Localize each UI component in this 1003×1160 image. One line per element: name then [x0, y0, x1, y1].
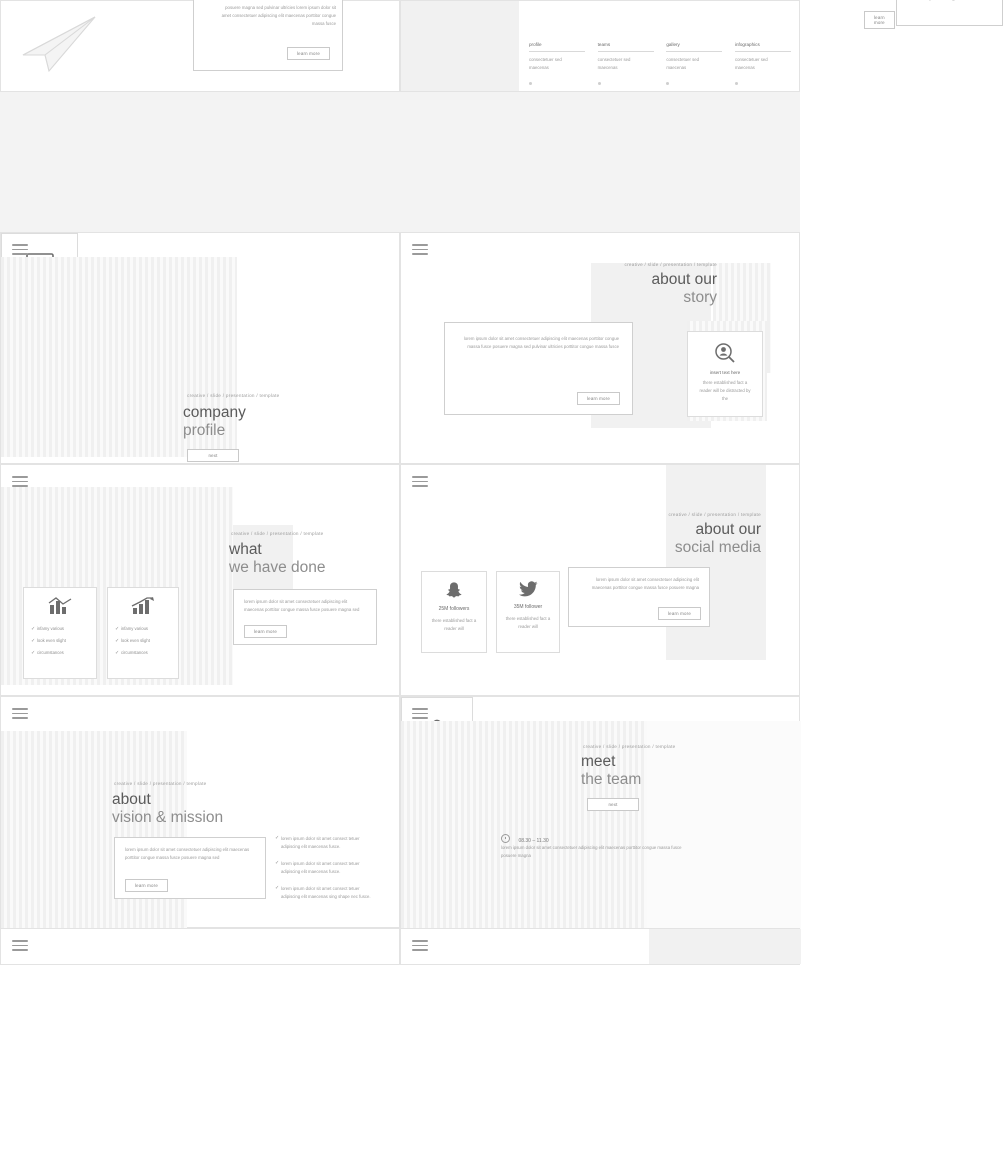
bullet-label: lorem ipsum dolor sit amet consect tetuer adipiscing elit maecenas sing shape nec fusce.: [281, 885, 371, 899]
title-line-1: about our: [695, 521, 761, 538]
bullet-item: [275, 860, 383, 876]
column-label: teams: [597, 42, 611, 47]
title-line-2: story: [683, 289, 717, 307]
page-title: [581, 753, 641, 790]
learn-more-button[interactable]: learn more: [244, 625, 287, 638]
learn-more-button[interactable]: learn more: [864, 11, 895, 29]
growth-chart-icon: [130, 596, 156, 618]
check-icon: ✓: [115, 626, 120, 632]
slide-about-vision-mission[interactable]: [0, 696, 400, 928]
slide-meet-the-team[interactable]: [400, 696, 800, 928]
slide-what-we-have-done[interactable]: [0, 464, 400, 696]
title-line-1: what: [229, 541, 262, 558]
slide-thumbnail[interactable]: [0, 928, 400, 965]
checklist-item: [31, 650, 96, 656]
time-label: 08.30 – 11.30: [518, 838, 549, 844]
text-box: [114, 837, 266, 899]
check-icon: ✓: [31, 638, 36, 644]
box-paragraph: [906, 0, 991, 3]
slide-about-our-social-media[interactable]: [400, 464, 800, 696]
column-label: infographics: [734, 42, 760, 47]
paper-plane-icon: [19, 11, 99, 79]
background-block: [649, 929, 801, 964]
stat-card[interactable]: [421, 571, 487, 653]
background-block: [666, 465, 766, 660]
slide-thumbnail[interactable]: [0, 0, 400, 92]
stripe-panel: [1, 731, 187, 929]
page-title: [517, 271, 717, 308]
bullet-item: [275, 835, 383, 851]
menu-icon[interactable]: [12, 476, 28, 488]
checklist-label: look even slight: [121, 638, 150, 643]
checklist-label: circumstances: [121, 650, 148, 655]
check-icon: ✓: [275, 884, 280, 891]
slide-about-our-story[interactable]: [400, 232, 800, 464]
next-button[interactable]: next: [587, 798, 639, 811]
checklist-label: look even slight: [37, 638, 66, 643]
title-line-1: meet: [581, 753, 616, 770]
page-title: [561, 521, 761, 558]
column-text: consectetuer sed maecenas: [666, 57, 700, 70]
body-text: lorem ipsum dolor sit amet consectetuer adipiscing elit maecenas porttitor congue massa fusce posuere magna: [591, 577, 699, 590]
background-block: [401, 1, 519, 91]
learn-more-button[interactable]: learn more: [577, 392, 620, 405]
breadcrumb: creative / slide / presentation / template: [668, 512, 761, 517]
card-title: insert text here: [709, 370, 741, 375]
bullet-dot: [666, 82, 669, 85]
body-text: lorem ipsum dolor sit amet consectetuer adipiscing elit maecenas porttitor congue massa fusce posuere magna sed pulvinar ultricies porttitor congue massa fusce: [463, 336, 619, 349]
column-item[interactable]: [666, 42, 722, 90]
learn-more-button[interactable]: learn more: [658, 607, 701, 620]
snapchat-icon: [445, 581, 463, 599]
body-text: lorem ipsum dolor sit amet consectetuer adipiscing elit maecenas porttitor congue massa fusce posuere magna sed: [125, 847, 250, 860]
checklist-item: [31, 626, 96, 632]
search-user-icon: [714, 342, 736, 364]
breadcrumb: creative / slide / presentation / template: [114, 781, 207, 786]
slide-thumbnail[interactable]: [400, 928, 800, 965]
text-box: [568, 567, 710, 627]
bullet-dot: [529, 82, 532, 85]
title-line-1: about our: [651, 271, 717, 288]
menu-icon[interactable]: [12, 244, 28, 256]
checklist-item: [115, 650, 178, 656]
column-text: consectetuer sed maecenas: [529, 57, 562, 70]
menu-icon[interactable]: [12, 708, 28, 720]
bar-chart-icon: [47, 596, 73, 618]
column-text: consectetuer sed maecenas: [734, 57, 768, 70]
title-line-2: we have done: [229, 559, 326, 577]
menu-icon[interactable]: [412, 940, 428, 952]
check-icon: ✓: [275, 835, 280, 841]
stat-card[interactable]: [496, 571, 560, 653]
check-icon: ✓: [275, 859, 280, 866]
breadcrumb: creative / slide / presentation / template: [583, 744, 676, 749]
title-line-2: vision & mission: [112, 809, 224, 827]
clock-icon: [501, 834, 510, 843]
stat-text: there established fact a reader will: [505, 616, 551, 629]
check-icon: ✓: [115, 650, 120, 656]
title-line-1: company: [183, 404, 246, 421]
background-block: [647, 721, 801, 929]
checklist-item: [115, 626, 178, 632]
column-list: [529, 42, 791, 90]
body-text: lorem ipsum dolor sit amet consectetuer adipiscing elit maecenas porttitor congue massa fusce posuere magna sed: [244, 599, 360, 612]
page-title: [183, 404, 246, 441]
learn-more-button[interactable]: learn more: [287, 47, 330, 60]
stat-card[interactable]: [23, 587, 97, 679]
bullet-label: lorem ipsum dolor sit amet consect tetuer adipiscing elit maecenas fusce.: [281, 836, 360, 849]
checklist-label: infamy various: [121, 626, 148, 631]
check-icon: ✓: [31, 626, 36, 632]
bullet-list: [275, 835, 383, 901]
menu-icon[interactable]: [412, 708, 428, 720]
text-box: [896, 0, 1003, 26]
breadcrumb: creative / slide / presentation / template: [231, 531, 324, 536]
learn-more-button[interactable]: learn more: [125, 879, 168, 892]
checklist-item: [31, 638, 96, 644]
title-line-1: about: [112, 791, 151, 808]
text-box: [233, 589, 377, 645]
card-text: there established fact a reader will be distracted by the: [699, 380, 751, 401]
text-box: [444, 322, 633, 415]
bullet-item: [275, 885, 383, 901]
next-button[interactable]: next: [187, 449, 239, 462]
checklist-label: infamy various: [37, 626, 64, 631]
breadcrumb: creative / slide / presentation / template: [624, 262, 717, 267]
stat-card[interactable]: [107, 587, 179, 679]
text-box: [193, 0, 343, 71]
stat-value: 35M follower: [513, 604, 543, 610]
bullet-label: lorem ipsum dolor sit amet consect tetuer adipiscing elit maecenas fusce.: [281, 860, 360, 874]
page-title: [112, 791, 223, 828]
stat-text: there established fact a reader will: [431, 618, 477, 631]
bullet-dot: [598, 82, 601, 85]
checklist-label: circumstances: [37, 650, 64, 655]
stat-value: 25M followers: [438, 606, 470, 612]
twitter-icon: [519, 581, 538, 597]
menu-icon[interactable]: [12, 940, 28, 952]
title-line-2: social media: [674, 539, 761, 557]
column-item[interactable]: [529, 42, 585, 90]
title-line-2: profile: [183, 422, 226, 440]
column-label: profile: [529, 42, 542, 47]
slide-company-profile[interactable]: [0, 232, 400, 464]
page-title: [229, 541, 326, 578]
body-text: lorem ipsum dolor sit amet consectetuer adipiscing elit maecenas porttitor congue massa fusce posuere magna: [501, 845, 682, 858]
box-paragraph: posuere magna sed pulvinar ultricies lorem ipsum dolor sit amet consectetuer adipiscing elit maecenas porttitor congue massa fusce: [221, 5, 336, 26]
checklist-item: [115, 638, 178, 644]
column-text: consectetuer sed maecenas: [597, 57, 631, 70]
menu-icon[interactable]: [412, 244, 428, 256]
slide-thumbnail[interactable]: [400, 0, 885, 92]
side-card[interactable]: [687, 331, 763, 417]
column-label: gallery: [666, 42, 680, 47]
check-icon: ✓: [115, 638, 120, 644]
check-icon: ✓: [31, 650, 36, 656]
title-line-2: the team: [581, 771, 642, 789]
breadcrumb: creative / slide / presentation / template: [187, 393, 280, 398]
column-item[interactable]: [735, 42, 791, 90]
menu-icon[interactable]: [412, 476, 428, 488]
bullet-dot: [735, 82, 738, 85]
column-item[interactable]: [598, 42, 654, 90]
